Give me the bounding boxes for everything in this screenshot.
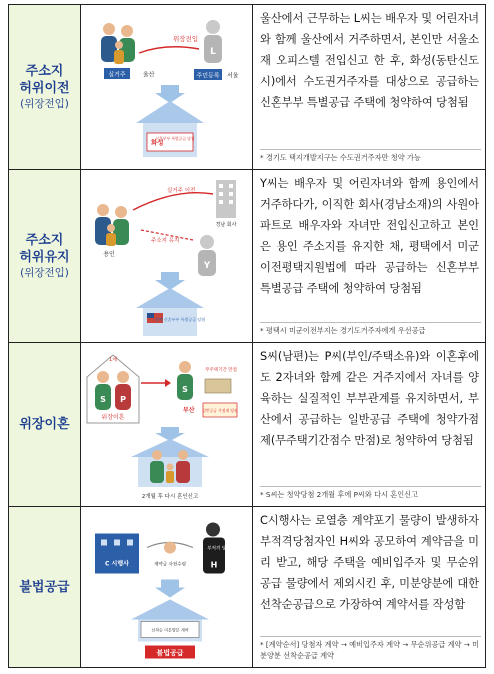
- case-type-cell: [9, 343, 81, 506]
- case-type-subtitle: (위장전입): [20, 97, 69, 110]
- tag-stay-text: 주소지 유지: [151, 238, 180, 244]
- case-type-cell: [9, 170, 81, 342]
- case-description-cell: [253, 170, 485, 342]
- case-description-cell: [253, 5, 485, 169]
- case-note: * [계약순서] 당첨자 계약 → 예비입주자 계약 → 무순위공급 계약 → 미분양분 선착순공급 계약: [260, 636, 481, 661]
- handshake-icon: [147, 542, 193, 554]
- table-row: [9, 343, 485, 507]
- person-letter: H: [210, 560, 218, 570]
- arrow-down-icon: [155, 427, 185, 441]
- tag-divorce-text: 위장이혼: [101, 414, 125, 421]
- illustration-illegal-supply: [81, 507, 252, 667]
- arrow-down-icon: [155, 272, 185, 290]
- tag-company-text: 경남 회사: [215, 222, 237, 228]
- case-table: [8, 4, 486, 668]
- tag-relocation-text: 위장전입: [173, 35, 199, 43]
- table-row: [9, 5, 485, 170]
- person-figure: [177, 361, 193, 400]
- case-description: 울산에서 근무하는 L씨는 배우자 및 어린자녀와 함께 울산에서 거주하면서, 본인만 서울소재 오피스텔 전입신고 한 후, 화성(동탄신도시)에서 수도권거주자를 대상으로 공급하는 신혼부부 특별공급 주택에 청약하여 당첨됨: [260, 12, 479, 109]
- money-stack-icon: [205, 379, 231, 393]
- case-type-title: 불법공급: [19, 579, 70, 595]
- result-city: 화성: [151, 138, 164, 147]
- person-letter: Y: [203, 261, 211, 271]
- tag-address-text: 주민등록: [196, 72, 220, 80]
- illustration-fake-divorce: [81, 343, 252, 506]
- family-figures: [95, 204, 129, 246]
- case-note: * 경기도 택지개발지구는 수도권거주자만 청약 가능: [260, 149, 481, 163]
- person-figure: [204, 20, 222, 63]
- person-letter-p: P: [120, 395, 126, 404]
- case-illustration: [81, 507, 253, 667]
- city-label: 부산: [183, 407, 195, 414]
- tag-ticket-text: 일반공급 가점제 당첨: [202, 408, 238, 413]
- tag-deal-text: 계약금 사전수령: [154, 562, 186, 568]
- tag-nohouse-text: 무주택기간 만점: [205, 368, 237, 373]
- case-description-cell: [253, 343, 485, 506]
- result-label: 2개월 후 다시 혼인신고: [141, 494, 199, 500]
- city-label: 용인: [103, 251, 115, 258]
- arrow-down-icon: [155, 85, 185, 103]
- arrowhead-icon: [165, 379, 171, 387]
- result-label: 평택 신혼부부 특별공급 당첨: [154, 317, 206, 322]
- house-outline-icon: [87, 355, 139, 423]
- person-letter: L: [210, 47, 216, 57]
- arrow-down-icon: [155, 580, 185, 598]
- case-description-cell: [253, 507, 485, 667]
- case-type-title: 주소지 허위유지: [19, 232, 70, 265]
- arrow-icon: [133, 193, 213, 210]
- building-icon: [216, 180, 236, 218]
- illustration-relocation: [81, 5, 252, 169]
- table-row: [9, 507, 485, 667]
- illustration-address-retention: [81, 170, 252, 342]
- couple-figures: [95, 371, 131, 410]
- result-label: 불법공급: [156, 649, 184, 657]
- person-letter-s-2: S: [182, 385, 188, 394]
- result-label: 신혼부부 특별공급 당첨: [155, 136, 195, 141]
- house-icon: [136, 288, 204, 336]
- case-type-cell: [9, 507, 81, 667]
- tag-person-text: 부적격 당첨자: [207, 546, 235, 552]
- city-label-1: 울산: [143, 71, 155, 79]
- person-letter-s: S: [100, 395, 106, 404]
- case-description: S씨(남편)는 P씨(부인/주택소유)와 이혼후에도 2자녀와 함께 같은 거주지에서 자녀를 양육하는 실질적인 부부관계를 유지하면서, 부산에서 공급하는 일반공급 주택에 청약가점제(무주택기간점수 만점)로 청약하여 당첨됨: [260, 350, 479, 447]
- tag-contract-text: 선착순 미분양분 계약: [151, 627, 189, 633]
- table-row: [9, 170, 485, 343]
- family-figures: [101, 23, 135, 64]
- case-note: * 평택시 미군이전부지는 경기도거주자에게 우선공급: [260, 322, 481, 336]
- case-type-title: 위장이혼: [19, 417, 70, 432]
- tag-house-text: 1채: [108, 357, 118, 363]
- tag-move-text: 실거주 이전: [167, 188, 196, 194]
- case-note: * S씨는 청약당첨 2개월 후에 P씨와 다시 혼인신고: [260, 486, 481, 500]
- arrow-icon: [139, 47, 199, 53]
- person-figure: [198, 235, 216, 276]
- case-type-subtitle: (위장전입): [20, 266, 69, 279]
- case-illustration: [81, 343, 253, 506]
- case-type-cell: [9, 5, 81, 169]
- case-type-title: 주소지 허위이전: [19, 63, 70, 96]
- tag-family-text: 실거주: [108, 71, 126, 79]
- city-label-2: 서울: [227, 72, 239, 80]
- case-description: Y씨는 배우자 및 어린자녀와 함께 용인에서 거주하다가, 이직한 회사(경남소재)의 사원아파트로 배우자와 자녀만 전입신고하고 본인은 용인 주소지를 유지한 채, 평택에서 미군이전평택지원법에 따라 공급하는 신혼부부 특별공급 주택에 청약하여 당첨됨: [260, 177, 479, 295]
- tag-company-text: C 시행사: [105, 560, 129, 568]
- case-description: C시행사는 로열층 계약포기 물량이 발생하자 부적격당첨자인 H씨와 공모하여 계약금을 미리 받고, 해당 주택을 예비입주자 및 무순위공급 물량에서 제외시킨 후, 미분양분에 대한 선착순공급으로 가장하여 계약서를 작성함: [260, 514, 479, 611]
- company-building-icon: [95, 534, 139, 574]
- case-illustration: [81, 170, 253, 342]
- case-illustration: [81, 5, 253, 169]
